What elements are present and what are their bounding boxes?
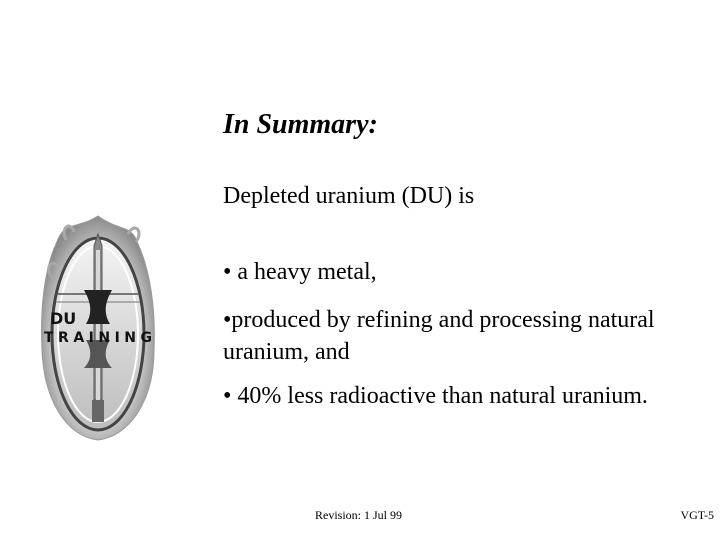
slide-title: In Summary: <box>223 109 378 140</box>
revision-footer: Revision: 1 Jul 99 <box>315 508 403 522</box>
logo-text-du: DU <box>50 309 77 328</box>
du-training-logo-icon <box>36 210 160 446</box>
bullet-item: • 40% less radioactive than natural uranium. <box>223 383 648 409</box>
page-id-footer: VGT-5 <box>680 508 714 522</box>
intro-text: Depleted uranium (DU) is <box>223 183 475 209</box>
bullet-item: • a heavy metal, <box>223 259 377 285</box>
bullet-item: •produced by refining and processing natural uranium, and <box>223 307 655 365</box>
logo-text-training: TRAINING <box>44 330 152 346</box>
